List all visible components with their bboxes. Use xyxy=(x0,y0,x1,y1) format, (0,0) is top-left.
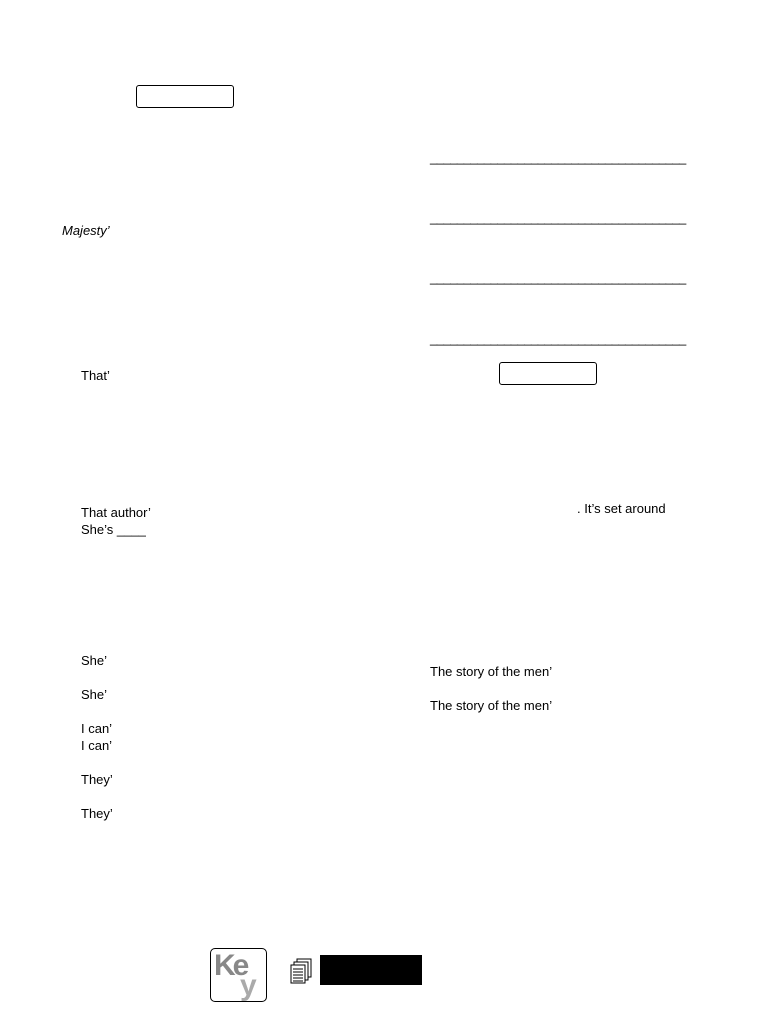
logo-letter-y: y xyxy=(240,969,257,1002)
text-shes-blank: She’s ____ xyxy=(81,522,146,537)
text-story-2: The story of the men’ xyxy=(430,698,553,713)
text-thats: That’ xyxy=(81,368,110,383)
text-they-2: They’ xyxy=(81,806,113,821)
text-majesty: Majesty’ xyxy=(62,223,110,238)
key-logo xyxy=(210,948,267,1002)
text-she-2: She’ xyxy=(81,687,108,702)
text-that-author: That author’ xyxy=(81,505,151,520)
text-i-cant-1: I can’ xyxy=(81,721,113,736)
text-story-1: The story of the men’ xyxy=(430,664,553,679)
logo-letters: Ke xyxy=(214,949,247,982)
text-she-1: She’ xyxy=(81,653,108,668)
answer-line-3: ______________________________________ xyxy=(430,270,686,285)
answer-line-4: ______________________________________ xyxy=(430,331,686,346)
answer-box-1 xyxy=(136,85,234,108)
answer-line-1: ______________________________________ xyxy=(430,150,686,165)
redaction-bar xyxy=(320,955,422,985)
answer-line-2: ______________________________________ xyxy=(430,210,686,225)
text-they-1: They’ xyxy=(81,772,113,787)
answer-box-2 xyxy=(499,362,597,385)
documents-icon xyxy=(290,958,314,984)
text-i-cant-2: I can’ xyxy=(81,738,113,753)
text-set-around: . It’s set around xyxy=(577,501,666,516)
